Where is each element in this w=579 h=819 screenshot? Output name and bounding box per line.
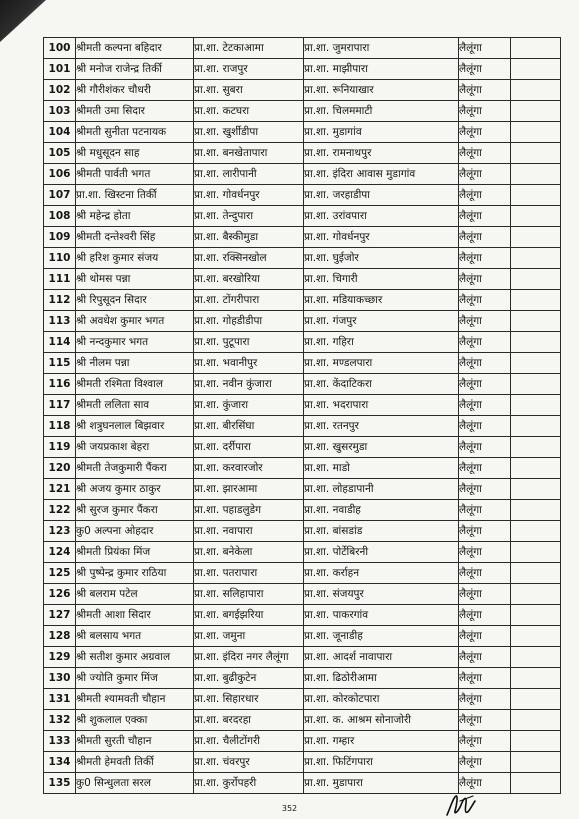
remarks-cell bbox=[511, 458, 561, 479]
table-row bbox=[44, 479, 561, 500]
current-school-cell: प्रा.शा. टेटकाआमा bbox=[194, 38, 304, 59]
remarks-cell bbox=[511, 773, 561, 794]
new-school-cell: प्रा.शा. पोर्टेबिरनी bbox=[304, 542, 459, 563]
block-cell: लैलूंगा bbox=[459, 416, 511, 437]
remarks-cell bbox=[511, 563, 561, 584]
serial-number-cell: 126 bbox=[44, 584, 76, 605]
block-cell: लैलूंगा bbox=[459, 731, 511, 752]
serial-number-cell: 134 bbox=[44, 752, 76, 773]
current-school-cell: प्रा.शा. बनेकेला bbox=[194, 542, 304, 563]
teacher-name-cell: श्री सतीश कुमार अग्रवाल bbox=[76, 647, 194, 668]
serial-number-cell: 117 bbox=[44, 395, 76, 416]
block-cell: लैलूंगा bbox=[459, 122, 511, 143]
teacher-name-cell: श्री पुष्पेन्द्र कुमार राठिया bbox=[76, 563, 194, 584]
serial-number-cell: 120 bbox=[44, 458, 76, 479]
table-row bbox=[44, 542, 561, 563]
table-row bbox=[44, 311, 561, 332]
new-school-cell: प्रा.शा. लोहडापानी bbox=[304, 479, 459, 500]
new-school-cell: प्रा.शा. कोरकोटपारा bbox=[304, 689, 459, 710]
teacher-name-cell: श्री शत्रुघनलाल बिझवार bbox=[76, 416, 194, 437]
teacher-name-cell: श्री नीलम पन्ना bbox=[76, 353, 194, 374]
table-row bbox=[44, 458, 561, 479]
teacher-name-cell: श्री शुकलाल एक्का bbox=[76, 710, 194, 731]
table-row bbox=[44, 353, 561, 374]
serial-number-cell: 115 bbox=[44, 353, 76, 374]
teacher-name-cell: श्री मनोज राजेन्द्र तिर्की bbox=[76, 59, 194, 80]
remarks-cell bbox=[511, 269, 561, 290]
current-school-cell: प्रा.शा. लारीपानी bbox=[194, 164, 304, 185]
teacher-name-cell: श्रीमती आशा सिदार bbox=[76, 605, 194, 626]
teacher-name-cell: श्रीमती प्रियंका मिंज bbox=[76, 542, 194, 563]
block-cell: लैलूंगा bbox=[459, 458, 511, 479]
new-school-cell: प्रा.शा. जूनाडीह bbox=[304, 626, 459, 647]
teacher-name-cell: श्रीमती दन्तेश्वरी सिंह bbox=[76, 227, 194, 248]
new-school-cell: प्रा.शा. मुडागांव bbox=[304, 122, 459, 143]
block-cell: लैलूंगा bbox=[459, 584, 511, 605]
remarks-cell bbox=[511, 374, 561, 395]
block-cell: लैलूंगा bbox=[459, 164, 511, 185]
remarks-cell bbox=[511, 38, 561, 59]
remarks-cell bbox=[511, 80, 561, 101]
serial-number-cell: 121 bbox=[44, 479, 76, 500]
block-cell: लैलूंगा bbox=[459, 437, 511, 458]
new-school-cell: प्रा.शा. बांसडांड bbox=[304, 521, 459, 542]
block-cell: लैलूंगा bbox=[459, 752, 511, 773]
teacher-name-cell: श्री अवधेश कुमार भगत bbox=[76, 311, 194, 332]
new-school-cell: प्रा.शा. खुसरमुडा bbox=[304, 437, 459, 458]
teacher-name-cell: कु0 अल्पना ओहदार bbox=[76, 521, 194, 542]
serial-number-cell: 133 bbox=[44, 731, 76, 752]
remarks-cell bbox=[511, 122, 561, 143]
teacher-name-cell: श्रीमती पार्वती भगत bbox=[76, 164, 194, 185]
new-school-cell: प्रा.शा. कर्राहन bbox=[304, 563, 459, 584]
serial-number-cell: 106 bbox=[44, 164, 76, 185]
current-school-cell: प्रा.शा. सिहारधार bbox=[194, 689, 304, 710]
serial-number-cell: 124 bbox=[44, 542, 76, 563]
remarks-cell bbox=[511, 605, 561, 626]
table-row bbox=[44, 416, 561, 437]
serial-number-cell: 104 bbox=[44, 122, 76, 143]
block-cell: लैलूंगा bbox=[459, 626, 511, 647]
current-school-cell: प्रा.शा. टोंगरीपारा bbox=[194, 290, 304, 311]
teacher-name-cell: श्री रिपुसूदन सिदार bbox=[76, 290, 194, 311]
serial-number-cell: 132 bbox=[44, 710, 76, 731]
serial-number-cell: 108 bbox=[44, 206, 76, 227]
new-school-cell: प्रा.शा. रतनपुर bbox=[304, 416, 459, 437]
serial-number-cell: 128 bbox=[44, 626, 76, 647]
table-row bbox=[44, 185, 561, 206]
serial-number-cell: 112 bbox=[44, 290, 76, 311]
new-school-cell: प्रा.शा. नवाडीह bbox=[304, 500, 459, 521]
block-cell: लैलूंगा bbox=[459, 80, 511, 101]
current-school-cell: प्रा.शा. बैस्कीमुडा bbox=[194, 227, 304, 248]
block-cell: लैलूंगा bbox=[459, 311, 511, 332]
table-row bbox=[44, 248, 561, 269]
table-row bbox=[44, 227, 561, 248]
table-row bbox=[44, 395, 561, 416]
current-school-cell: प्रा.शा. पहाडलुडेग bbox=[194, 500, 304, 521]
current-school-cell: प्रा.शा. जमुना bbox=[194, 626, 304, 647]
serial-number-cell: 130 bbox=[44, 668, 76, 689]
new-school-cell: प्रा.शा. फिटिंगपारा bbox=[304, 752, 459, 773]
table-row bbox=[44, 773, 561, 794]
block-cell: लैलूंगा bbox=[459, 206, 511, 227]
block-cell: लैलूंगा bbox=[459, 248, 511, 269]
table-row bbox=[44, 731, 561, 752]
current-school-cell: प्रा.शा. बरखोरिया bbox=[194, 269, 304, 290]
new-school-cell: प्रा.शा. संजयपुर bbox=[304, 584, 459, 605]
table-row bbox=[44, 206, 561, 227]
block-cell: लैलूंगा bbox=[459, 227, 511, 248]
teacher-name-cell: श्री ज्योति कुमार मिंज bbox=[76, 668, 194, 689]
current-school-cell: प्रा.शा. राजपुर bbox=[194, 59, 304, 80]
remarks-cell bbox=[511, 290, 561, 311]
table-row bbox=[44, 332, 561, 353]
table-row bbox=[44, 59, 561, 80]
remarks-cell bbox=[511, 101, 561, 122]
serial-number-cell: 102 bbox=[44, 80, 76, 101]
table-row bbox=[44, 584, 561, 605]
teacher-name-cell: श्री नन्दकुमार भगत bbox=[76, 332, 194, 353]
remarks-cell bbox=[511, 437, 561, 458]
teacher-name-cell: श्री बलराम पटेल bbox=[76, 584, 194, 605]
serial-number-cell: 110 bbox=[44, 248, 76, 269]
remarks-cell bbox=[511, 752, 561, 773]
current-school-cell: प्रा.शा. कुंजारा bbox=[194, 395, 304, 416]
remarks-cell bbox=[511, 689, 561, 710]
serial-number-cell: 116 bbox=[44, 374, 76, 395]
remarks-cell bbox=[511, 185, 561, 206]
serial-number-cell: 109 bbox=[44, 227, 76, 248]
new-school-cell: प्रा.शा. रामनाथपुर bbox=[304, 143, 459, 164]
current-school-cell: प्रा.शा. पुटूपारा bbox=[194, 332, 304, 353]
new-school-cell: प्रा.शा. केंदाटिकरा bbox=[304, 374, 459, 395]
serial-number-cell: 101 bbox=[44, 59, 76, 80]
remarks-cell bbox=[511, 584, 561, 605]
new-school-cell: प्रा.शा. भदरापारा bbox=[304, 395, 459, 416]
new-school-cell: प्रा.शा. माझीपारा bbox=[304, 59, 459, 80]
new-school-cell: प्रा.शा. मडियाकच्छार bbox=[304, 290, 459, 311]
new-school-cell: प्रा.शा. रूनियाखार bbox=[304, 80, 459, 101]
scan-fold-shadow bbox=[0, 0, 46, 42]
serial-number-cell: 131 bbox=[44, 689, 76, 710]
new-school-cell: प्रा.शा. इंदिरा आवास मुडागांव bbox=[304, 164, 459, 185]
teacher-name-cell: श्री महेन्द्र होता bbox=[76, 206, 194, 227]
remarks-cell bbox=[511, 500, 561, 521]
remarks-cell bbox=[511, 227, 561, 248]
table-row bbox=[44, 647, 561, 668]
block-cell: लैलूंगा bbox=[459, 689, 511, 710]
remarks-cell bbox=[511, 164, 561, 185]
remarks-cell bbox=[511, 542, 561, 563]
remarks-cell bbox=[511, 521, 561, 542]
new-school-cell: प्रा.शा. उरांवपारा bbox=[304, 206, 459, 227]
new-school-cell: प्रा.शा. चिगारी bbox=[304, 269, 459, 290]
teacher-name-cell: श्री थोमस पन्ना bbox=[76, 269, 194, 290]
block-cell: लैलूंगा bbox=[459, 332, 511, 353]
current-school-cell: प्रा.शा. बगईझरिया bbox=[194, 605, 304, 626]
serial-number-cell: 125 bbox=[44, 563, 76, 584]
serial-number-cell: 111 bbox=[44, 269, 76, 290]
remarks-cell bbox=[511, 668, 561, 689]
current-school-cell: प्रा.शा. चंवरपुर bbox=[194, 752, 304, 773]
serial-number-cell: 103 bbox=[44, 101, 76, 122]
new-school-cell: प्रा.शा. जुमरापारा bbox=[304, 38, 459, 59]
current-school-cell: प्रा.शा. नवापारा bbox=[194, 521, 304, 542]
table-row bbox=[44, 563, 561, 584]
block-cell: लैलूंगा bbox=[459, 605, 511, 626]
remarks-cell bbox=[511, 626, 561, 647]
current-school-cell: प्रा.शा. दर्रीपारा bbox=[194, 437, 304, 458]
new-school-cell: प्रा.शा. गम्हार bbox=[304, 731, 459, 752]
new-school-cell: प्रा.शा. गोवर्धनपुर bbox=[304, 227, 459, 248]
teacher-name-cell: श्री जयप्रकाश बेहरा bbox=[76, 437, 194, 458]
teacher-name-cell: श्रीमती ललिता साव bbox=[76, 395, 194, 416]
teacher-name-cell: प्रा.शा. खिस्टना तिर्की bbox=[76, 185, 194, 206]
page-number: 352 bbox=[281, 804, 298, 813]
block-cell: लैलूंगा bbox=[459, 710, 511, 731]
remarks-cell bbox=[511, 647, 561, 668]
teacher-name-cell: श्री हरिश कुमार संजय bbox=[76, 248, 194, 269]
current-school-cell: प्रा.शा. खुर्शीडीपा bbox=[194, 122, 304, 143]
remarks-cell bbox=[511, 311, 561, 332]
block-cell: लैलूंगा bbox=[459, 668, 511, 689]
serial-number-cell: 122 bbox=[44, 500, 76, 521]
teacher-name-cell: श्रीमती रश्मिता विश्वाल bbox=[76, 374, 194, 395]
serial-number-cell: 113 bbox=[44, 311, 76, 332]
remarks-cell bbox=[511, 479, 561, 500]
block-cell: लैलूंगा bbox=[459, 500, 511, 521]
table-row bbox=[44, 143, 561, 164]
block-cell: लैलूंगा bbox=[459, 395, 511, 416]
handwritten-signature bbox=[444, 792, 478, 818]
current-school-cell: प्रा.शा. करवारजोर bbox=[194, 458, 304, 479]
teacher-name-cell: श्री बलसाय भगत bbox=[76, 626, 194, 647]
new-school-cell: प्रा.शा. जरहाडीपा bbox=[304, 185, 459, 206]
current-school-cell: प्रा.शा. चैलीटोंगरी bbox=[194, 731, 304, 752]
table-row bbox=[44, 605, 561, 626]
remarks-cell bbox=[511, 731, 561, 752]
new-school-cell: प्रा.शा. गंजपुर bbox=[304, 311, 459, 332]
new-school-cell: प्रा.शा. मण्डलपारा bbox=[304, 353, 459, 374]
remarks-cell bbox=[511, 143, 561, 164]
teacher-name-cell: श्री मधुसूदन साह bbox=[76, 143, 194, 164]
new-school-cell: प्रा.शा. घुईजोर bbox=[304, 248, 459, 269]
table-row bbox=[44, 164, 561, 185]
current-school-cell: प्रा.शा. गोवर्धनपुर bbox=[194, 185, 304, 206]
teacher-name-cell: श्री गौरीशंकर चौधरी bbox=[76, 80, 194, 101]
teacher-name-cell: कु0 सिन्धुलता सरल bbox=[76, 773, 194, 794]
current-school-cell: प्रा.शा. कुर्रोपहरी bbox=[194, 773, 304, 794]
current-school-cell: प्रा.शा. गोहडीडीपा bbox=[194, 311, 304, 332]
block-cell: लैलूंगा bbox=[459, 521, 511, 542]
table-row bbox=[44, 80, 561, 101]
current-school-cell: प्रा.शा. झारआमा bbox=[194, 479, 304, 500]
current-school-cell: प्रा.शा. भवानीपुर bbox=[194, 353, 304, 374]
new-school-cell: प्रा.शा. क. आश्रम सोनाजोरी bbox=[304, 710, 459, 731]
current-school-cell: प्रा.शा. नवीन कुंजारा bbox=[194, 374, 304, 395]
current-school-cell: प्रा.शा. बुढीकुटेन bbox=[194, 668, 304, 689]
transfer-table bbox=[43, 37, 561, 794]
serial-number-cell: 118 bbox=[44, 416, 76, 437]
table-row bbox=[44, 500, 561, 521]
serial-number-cell: 135 bbox=[44, 773, 76, 794]
teacher-name-cell: श्रीमती हेमवती तिर्की bbox=[76, 752, 194, 773]
current-school-cell: प्रा.शा. तेन्दुपारा bbox=[194, 206, 304, 227]
teacher-name-cell: श्रीमती उमा सिदार bbox=[76, 101, 194, 122]
block-cell: लैलूंगा bbox=[459, 773, 511, 794]
table-row bbox=[44, 668, 561, 689]
remarks-cell bbox=[511, 248, 561, 269]
table-row bbox=[44, 122, 561, 143]
current-school-cell: प्रा.शा. बरदरहा bbox=[194, 710, 304, 731]
table-row bbox=[44, 710, 561, 731]
serial-number-cell: 107 bbox=[44, 185, 76, 206]
block-cell: लैलूंगा bbox=[459, 542, 511, 563]
table-body bbox=[44, 38, 561, 794]
block-cell: लैलूंगा bbox=[459, 59, 511, 80]
table-row bbox=[44, 269, 561, 290]
serial-number-cell: 127 bbox=[44, 605, 76, 626]
table-row bbox=[44, 437, 561, 458]
table-row bbox=[44, 101, 561, 122]
remarks-cell bbox=[511, 353, 561, 374]
remarks-cell bbox=[511, 332, 561, 353]
teacher-name-cell: श्रीमती कल्पना बहिदार bbox=[76, 38, 194, 59]
table-row bbox=[44, 752, 561, 773]
block-cell: लैलूंगा bbox=[459, 185, 511, 206]
teacher-name-cell: श्री अजय कुमार ठाकुर bbox=[76, 479, 194, 500]
block-cell: लैलूंगा bbox=[459, 101, 511, 122]
table-row bbox=[44, 290, 561, 311]
current-school-cell: प्रा.शा. सुबरा bbox=[194, 80, 304, 101]
table-row bbox=[44, 38, 561, 59]
current-school-cell: प्रा.शा. बनखेतापारा bbox=[194, 143, 304, 164]
table-row bbox=[44, 626, 561, 647]
new-school-cell: प्रा.शा. पाकरगांव bbox=[304, 605, 459, 626]
current-school-cell: प्रा.शा. कटघरा bbox=[194, 101, 304, 122]
block-cell: लैलूंगा bbox=[459, 647, 511, 668]
table-row bbox=[44, 374, 561, 395]
current-school-cell: प्रा.शा. इंदिरा नगर लैलूंगा bbox=[194, 647, 304, 668]
current-school-cell: प्रा.शा. सलिहापारा bbox=[194, 584, 304, 605]
new-school-cell: प्रा.शा. माडो bbox=[304, 458, 459, 479]
block-cell: लैलूंगा bbox=[459, 290, 511, 311]
teacher-name-cell: श्री सुरज कुमार पैंकरा bbox=[76, 500, 194, 521]
block-cell: लैलूंगा bbox=[459, 143, 511, 164]
serial-number-cell: 105 bbox=[44, 143, 76, 164]
teacher-name-cell: श्रीमती सुनीता पटनायक bbox=[76, 122, 194, 143]
serial-number-cell: 119 bbox=[44, 437, 76, 458]
remarks-cell bbox=[511, 416, 561, 437]
block-cell: लैलूंगा bbox=[459, 353, 511, 374]
new-school-cell: प्रा.शा. गहिरा bbox=[304, 332, 459, 353]
remarks-cell bbox=[511, 59, 561, 80]
new-school-cell: प्रा.शा. आदर्श नावापारा bbox=[304, 647, 459, 668]
block-cell: लैलूंगा bbox=[459, 374, 511, 395]
remarks-cell bbox=[511, 395, 561, 416]
block-cell: लैलूंगा bbox=[459, 563, 511, 584]
current-school-cell: प्रा.शा. बीरसिंघा bbox=[194, 416, 304, 437]
new-school-cell: प्रा.शा. मुडापारा bbox=[304, 773, 459, 794]
teacher-name-cell: श्रीमती श्यामवती चौहान bbox=[76, 689, 194, 710]
remarks-cell bbox=[511, 710, 561, 731]
remarks-cell bbox=[511, 206, 561, 227]
serial-number-cell: 114 bbox=[44, 332, 76, 353]
current-school-cell: प्रा.शा. रक्सिनखोल bbox=[194, 248, 304, 269]
block-cell: लैलूंगा bbox=[459, 269, 511, 290]
serial-number-cell: 123 bbox=[44, 521, 76, 542]
teacher-name-cell: श्रीमती सुरती चौहान bbox=[76, 731, 194, 752]
new-school-cell: प्रा.शा. ढिठोरीआमा bbox=[304, 668, 459, 689]
serial-number-cell: 100 bbox=[44, 38, 76, 59]
table-row bbox=[44, 689, 561, 710]
table-row bbox=[44, 521, 561, 542]
new-school-cell: प्रा.शा. चिलममाटी bbox=[304, 101, 459, 122]
serial-number-cell: 129 bbox=[44, 647, 76, 668]
current-school-cell: प्रा.शा. पतरापारा bbox=[194, 563, 304, 584]
teacher-name-cell: श्रीमती तेजकुमारी पैंकरा bbox=[76, 458, 194, 479]
block-cell: लैलूंगा bbox=[459, 479, 511, 500]
block-cell: लैलूंगा bbox=[459, 38, 511, 59]
